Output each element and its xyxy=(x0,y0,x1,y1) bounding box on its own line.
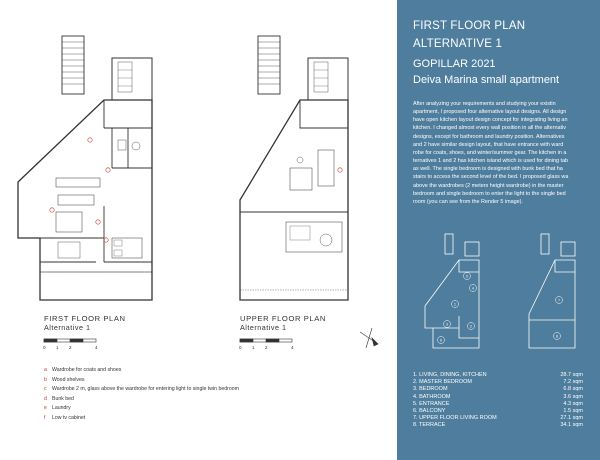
upper-floor-caption: UPPER FLOOR PLAN xyxy=(240,314,326,323)
scale-label: 2 xyxy=(265,345,268,350)
room-area: 4.3 sqm xyxy=(563,400,583,407)
scale-label: 0 xyxy=(43,345,46,350)
key-plan-upper-floor xyxy=(529,234,575,348)
scale-label: 1 xyxy=(56,345,59,350)
scale-label: 0 xyxy=(239,345,242,350)
scale-label: 2 xyxy=(69,345,72,350)
room-area: 6.8 sqm xyxy=(563,386,583,393)
legend-letter: e xyxy=(44,405,47,412)
legend xyxy=(44,366,374,424)
legend-item xyxy=(44,404,374,414)
room-area: 1.5 sqm xyxy=(563,407,583,414)
panel-title-alt: ALTERNATIVE 1 xyxy=(413,38,503,50)
upper-floor-subcaption: Alternative 1 xyxy=(240,323,287,332)
room-row xyxy=(413,379,583,386)
room-area: 27.1 sqm xyxy=(560,415,583,422)
room-label: 7. UPPER FLOOR LIVING ROOM xyxy=(413,415,497,422)
room-label: 5. ENTRANCE xyxy=(413,400,450,407)
legend-letter: d xyxy=(44,395,47,402)
room-row xyxy=(413,408,583,415)
legend-letter: f xyxy=(44,414,46,421)
scale-label: 4 xyxy=(291,345,294,350)
upper-floor-plan xyxy=(240,36,348,342)
key-marker: 1 xyxy=(454,302,456,307)
key-marker: 6 xyxy=(440,338,442,343)
room-label: 3. BEDROOM xyxy=(413,386,448,393)
legend-text: Wood shelves xyxy=(52,376,85,383)
key-marker: 3 xyxy=(446,322,448,327)
legend-item xyxy=(44,414,374,424)
legend-item xyxy=(44,376,374,386)
north-arrow-icon xyxy=(360,328,378,348)
key-plan-first-floor xyxy=(425,234,479,348)
first-floor-subcaption: Alternative 1 xyxy=(44,323,91,332)
description-text: After analyzing your requirements and studying your existin apartment, I proposed four alternative layout designs. All design have open kitchen layout design concept for integrating living an kitchen. I changed almost every wall position in all the alternativ designs, except for bathroom and laundry position. Alternatives and 2 have similar design layout, that have entrance with ward robe for coats, shoes, and winter/summer gear. The kitchen in a ternatives 1 and 2 has kitchen island which is used for dining tab as well. The single bedroom is designed with bunk bed that ha stairs to access the second level of the bed. I proposed glass wa above the wardrobes (2 meters height wardrobe) in the master bedroom and single bedroom to enter the light to the single bed room (you can see from the Render 5 image). xyxy=(413,101,569,205)
info-panel xyxy=(397,0,600,460)
project-name: GOPILLAR 2021 xyxy=(413,58,496,70)
legend-text: Laundry xyxy=(52,405,71,412)
room-row xyxy=(413,401,583,408)
room-label: 2. MASTER BEDROOM xyxy=(413,379,472,386)
room-row xyxy=(413,386,583,393)
room-schedule xyxy=(413,372,583,430)
room-area: 3.6 sqm xyxy=(563,393,583,400)
key-marker: 4 xyxy=(472,286,474,291)
first-floor-plan xyxy=(18,36,152,342)
legend-item xyxy=(44,385,374,395)
legend-text: Bunk bed xyxy=(52,395,74,402)
room-area: 7.2 sqm xyxy=(563,379,583,386)
legend-letter: c xyxy=(44,386,47,393)
room-area: 28.7 sqm xyxy=(560,372,583,378)
panel-title: FIRST FLOOR PLAN xyxy=(413,20,526,32)
room-row xyxy=(413,372,583,379)
first-floor-caption: FIRST FLOOR PLAN xyxy=(44,314,126,323)
scale-label: 1 xyxy=(252,345,255,350)
key-plans xyxy=(397,232,600,362)
legend-item xyxy=(44,366,374,376)
scale-label: 4 xyxy=(95,345,98,350)
room-label: 6. BALCONY xyxy=(413,407,446,414)
legend-letter: b xyxy=(44,376,47,383)
room-label: 4. BATHROOM xyxy=(413,393,451,400)
key-marker: 8 xyxy=(556,334,558,339)
key-marker: 2 xyxy=(470,324,472,329)
legend-text: Wardrobe 2 m, glass above the wardrobe for entering light to single twin bedroom xyxy=(52,386,239,393)
room-row xyxy=(413,422,583,429)
legend-text: Wardrobe for coats and shoes xyxy=(52,367,122,373)
key-marker: 7 xyxy=(558,298,560,303)
legend-letter: a xyxy=(44,367,47,373)
legend-item xyxy=(44,395,374,405)
project-subtitle: Deiva Marina small apartment xyxy=(413,74,560,86)
room-area: 34.1 sqm xyxy=(560,422,583,429)
legend-text: Low tv cabinet xyxy=(52,414,86,421)
room-label: 8. TERRACE xyxy=(413,422,446,429)
room-label: 1. LIVING, DINING, KITCHEN xyxy=(413,372,487,378)
room-row xyxy=(413,415,583,422)
key-marker: 5 xyxy=(466,274,468,279)
room-row xyxy=(413,394,583,401)
